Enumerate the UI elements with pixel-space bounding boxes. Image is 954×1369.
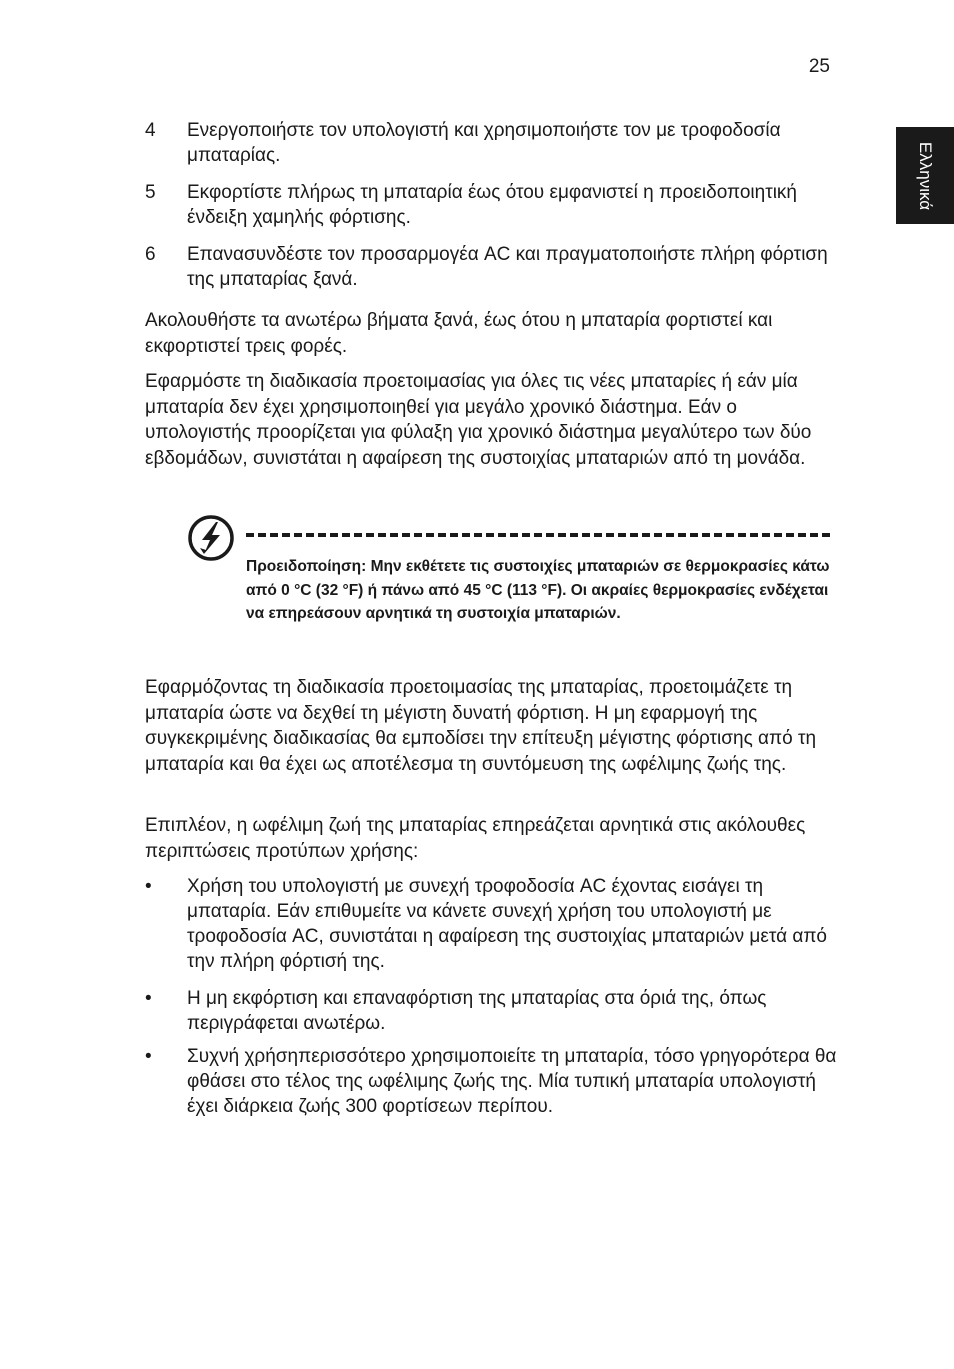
paragraph: Επιπλέον, η ωφέλιμη ζωή της μπαταρίας επηρεάζεται αρνητικά στις ακόλουθες περιπτώσεις προτύπων χρήσης: [145, 815, 806, 862]
paragraph: Εφαρμόστε τη διαδικασία προετοιμασίας για όλες τις νέες μπαταρίες ή εάν μία μπαταρία δεν έχει χρησιμοποιηθεί για μεγάλο χρονικό διάστημα. Εάν ο υπολογιστής προορίζεται για φύλαξη για χρονικό διάστημα μεγαλύτερο των δύο εβδομάδων, συνιστάται η αφαίρεση της συστοιχίας μπαταριών από τη μονάδα. [145, 371, 812, 469]
language-tab-label: Ελληνικά [916, 141, 935, 210]
warning-lightning-icon [187, 514, 235, 562]
step-number: 6 [145, 244, 156, 265]
bullet-mark: • [145, 988, 152, 1009]
list-item-text: Η μη εκφόρτιση και επαναφόρτιση της μπαταρίας στα όριά της, όπως περιγράφεται ανωτέρω. [187, 988, 767, 1034]
step-text: Ενεργοποιήστε τον υπολογιστή και χρησιμοποιήστε τον με τροφοδοσία μπαταρίας. [187, 120, 781, 166]
step-text: Επανασυνδέστε τον προσαρμογέα AC και πραγματοποιήστε πλήρη φόρτιση της μπαταρίας ξανά. [187, 244, 828, 290]
page-number: 25 [808, 56, 830, 77]
step-number: 4 [145, 120, 156, 141]
warning-divider [246, 533, 830, 537]
language-tab [896, 127, 954, 224]
step-text: Εκφορτίστε πλήρως τη μπαταρία έως ότου εμφανιστεί η προειδοποιητική ένδειξη χαμηλής φόρτισης. [187, 182, 798, 228]
paragraph: Εφαρμόζοντας τη διαδικασία προετοιμασίας της μπαταρίας, προετοιμάζετε τη μπαταρία ώστε να δεχθεί τη μέγιστη δυνατή φόρτιση. Η μη εφαρμογή της συγκεκριμένης διαδικασίας θα εμποδίσει την επίτευξη μέγιστης φόρτισης από τη μπαταρία και θα έχει ως αποτέλεσμα τη συντόμευση της ωφέλιμης ζωής της. [145, 677, 817, 775]
list-item-text: Συχνή χρήσηπερισσότερο χρησιμοποιείτε τη μπαταρία, τόσο γρηγορότερα θα φθάσει στο τέλος της ωφέλιμης ζωής της. Μία τυπική μπαταρία υπολογιστή έχει διάρκεια ζωής 300 φορτίσεων περίπου. [187, 1046, 837, 1117]
bullet-mark: • [145, 1046, 152, 1067]
bullet-mark: • [145, 876, 152, 897]
step-number: 5 [145, 182, 156, 203]
paragraph: Ακολουθήστε τα ανωτέρω βήματα ξανά, έως ότου η μπαταρία φορτιστεί και εκφορτιστεί τρεις φορές. [145, 310, 773, 357]
list-item-text: Χρήση του υπολογιστή με συνεχή τροφοδοσία AC έχοντας εισάγει τη μπαταρία. Εάν επιθυμείτε να κάνετε συνεχή χρήση του υπολογιστή με τροφοδοσία AC, συνιστάται η αφαίρεση της συστοιχίας μπαταριών μετά από την πλήρη φόρτισή της. [187, 876, 827, 972]
warning-text: Προειδοποίηση: Μην εκθέτετε τις συστοιχίες μπαταριών σε θερμοκρασίες κάτω από 0 °C (32 °F) ή πάνω από 45 °C (113 °F). Οι ακραίες θερμοκρασίες ενδέχεται να επηρεάσουν αρνητικά τη συστοιχία μπαταριών. [246, 558, 830, 622]
